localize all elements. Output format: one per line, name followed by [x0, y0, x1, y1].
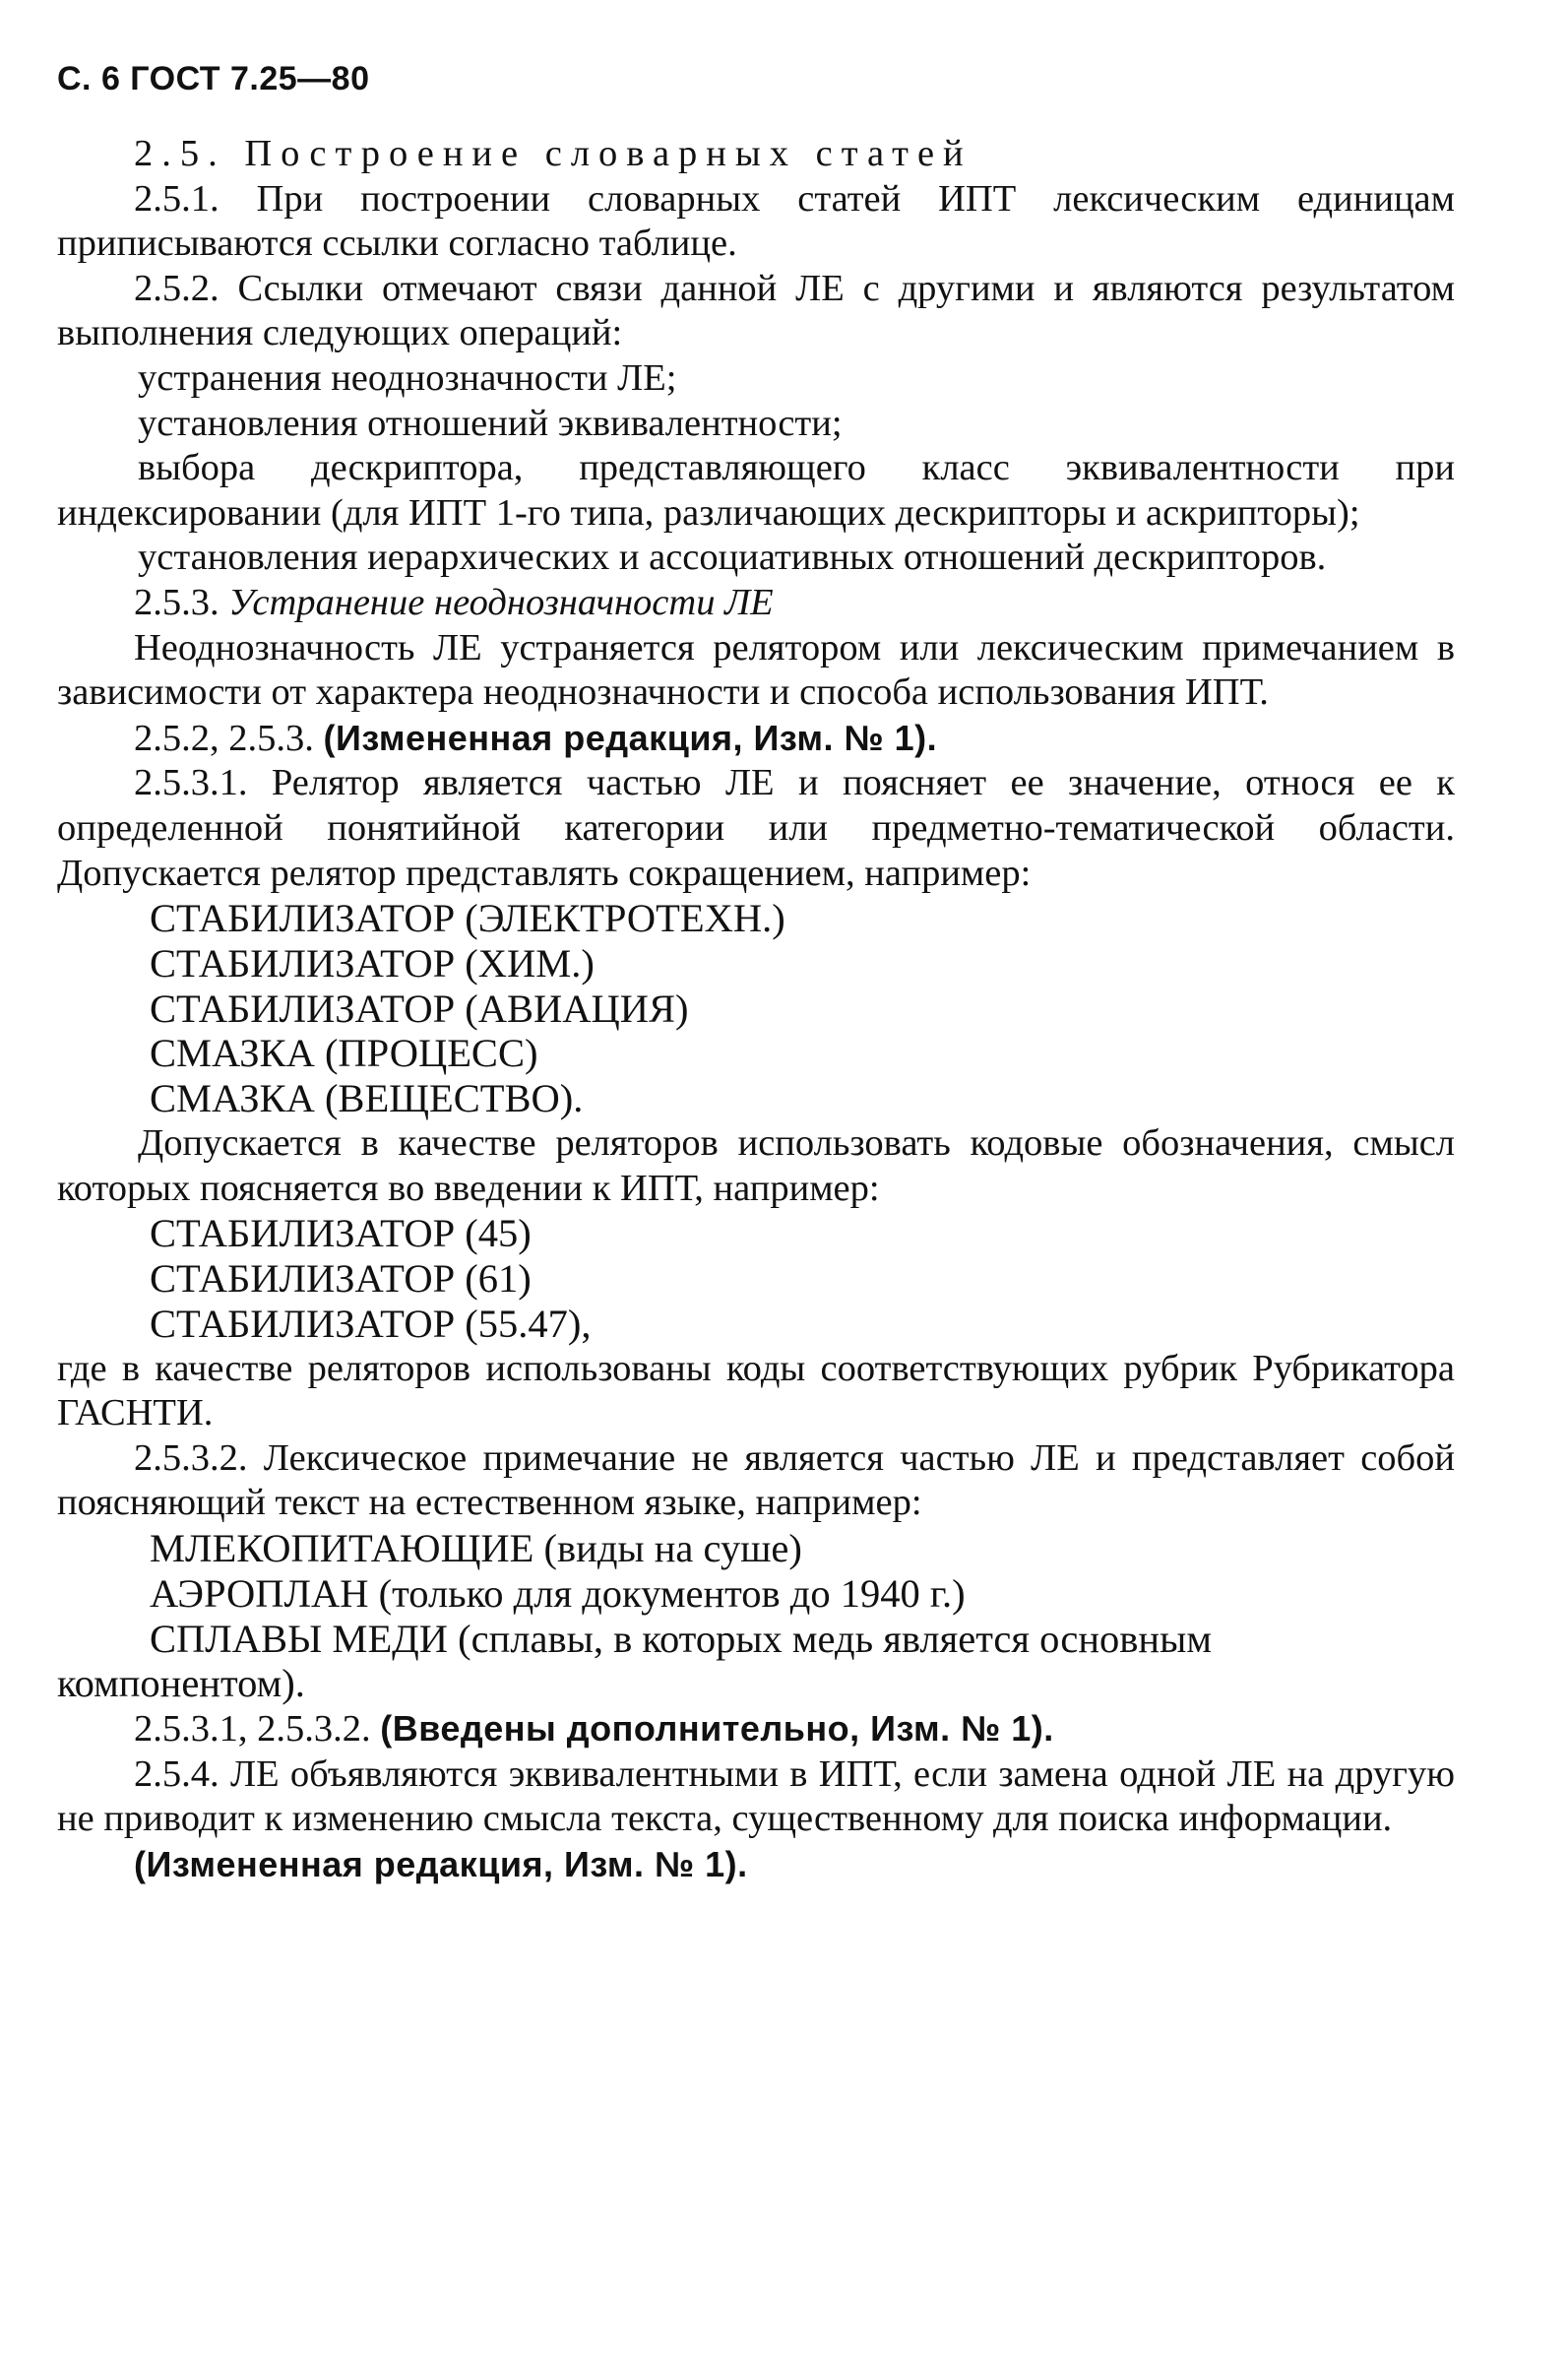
example-line: СТАБИЛИЗАТОР (45) [150, 1211, 532, 1256]
example-line: СТАБИЛИЗАТОР (АВИАЦИЯ) [150, 986, 689, 1031]
paragraph-2-5-2: 2.5.2. Ссылки отмечают связи данной ЛЕ с другими и являются результатом выполнения следующих операций: [57, 267, 1455, 354]
example-line: СПЛАВЫ МЕДИ (сплавы, в которых медь является основным компонентом). [57, 1616, 1212, 1706]
paragraph-2-5-1: 2.5.1. При построении словарных статей ИПТ лексическим единицам приписываются ссылки согласно таблице. [57, 177, 1455, 265]
example-line: АЭРОПЛАН (только для документов до 1940 г.) [150, 1570, 966, 1616]
amendment-label: (Измененная редакция, Изм. № 1). [323, 717, 938, 758]
paragraph-2-5-3-heading [57, 581, 1455, 626]
paragraph-2-5-4: 2.5.4. ЛЕ объявляются эквивалентными в ИПТ, если замена одной ЛЕ на другую не приводит к изменению смысла текста, существенному для поиска информации. [57, 1752, 1455, 1840]
example-line: СТАБИЛИЗАТОР (ХИМ.) [150, 940, 595, 986]
paragraph-2-5-3-2: 2.5.3.2. Лексическое примечание не является частью ЛЕ и представляет собой поясняющий текст на естественном языке, например: [57, 1436, 1455, 1524]
paragraph-codes: Допускается в качестве реляторов использовать кодовые обозначения, смысл которых поясняется во введении к ИПТ, например: [57, 1122, 1455, 1209]
operation-item: установления отношений эквивалентности; [138, 402, 843, 444]
paragraph-2-5-3-1: 2.5.3.1. Релятор является частью ЛЕ и поясняет ее значение, относя ее к определенной понятийной категории или предметно-тематической области. Допускается релятор представлять сокращением, например: [57, 762, 1455, 894]
operation-item: выбора дескриптора, представляющего класс эквивалентности при индексировании (для ИПТ 1-го типа, различающих дескрипторы и аскрипторы); [57, 447, 1455, 534]
example-line: СМАЗКА (ПРОЦЕСС) [150, 1031, 538, 1076]
amendment-label: (Введены дополнительно, Изм. № 1). [380, 1708, 1054, 1750]
amendment-label: (Измененная редакция, Изм. № 1). [134, 1844, 748, 1884]
page-header: С. 6 ГОСТ 7.25—80 [57, 60, 370, 97]
paragraph-italic-title: Устранение неоднозначности ЛЕ [228, 581, 774, 623]
operation-item: установления иерархических и ассоциативных отношений дескрипторов. [138, 537, 1327, 579]
paragraph-where: где в качестве реляторов использованы коды соответствующих рубрик Рубрикатора ГАСНТИ. [57, 1347, 1455, 1434]
example-line: СМАЗКА (ВЕЩЕСТВО). [150, 1076, 584, 1121]
example-line: СТАБИЛИЗАТОР (61) [150, 1256, 532, 1302]
amendment-refs: 2.5.2, 2.5.3. [134, 717, 314, 759]
amendment-note [57, 1706, 1455, 1752]
amendment-note [57, 716, 1455, 762]
amendment-note [57, 1842, 1455, 1888]
example-line: МЛЕКОПИТАЮЩИЕ (виды на суше) [150, 1526, 802, 1571]
paragraph-2-5-3-text: Неоднозначность ЛЕ устраняется релятором или лексическим примечанием в зависимости от характера неоднозначности и способа использования ИПТ. [57, 626, 1455, 714]
operation-item: устранения неоднозначности ЛЕ; [138, 356, 677, 399]
amendment-refs: 2.5.3.1, 2.5.3.2. [134, 1708, 371, 1750]
section-title: 2.5. Построение словарных статей [134, 133, 972, 174]
example-line: СТАБИЛИЗАТОР (ЭЛЕКТРОТЕХН.) [150, 896, 785, 941]
paragraph-number: 2.5.3. [134, 581, 220, 623]
example-line: СТАБИЛИЗАТОР (55.47), [150, 1301, 592, 1346]
document-page [57, 59, 1455, 1888]
